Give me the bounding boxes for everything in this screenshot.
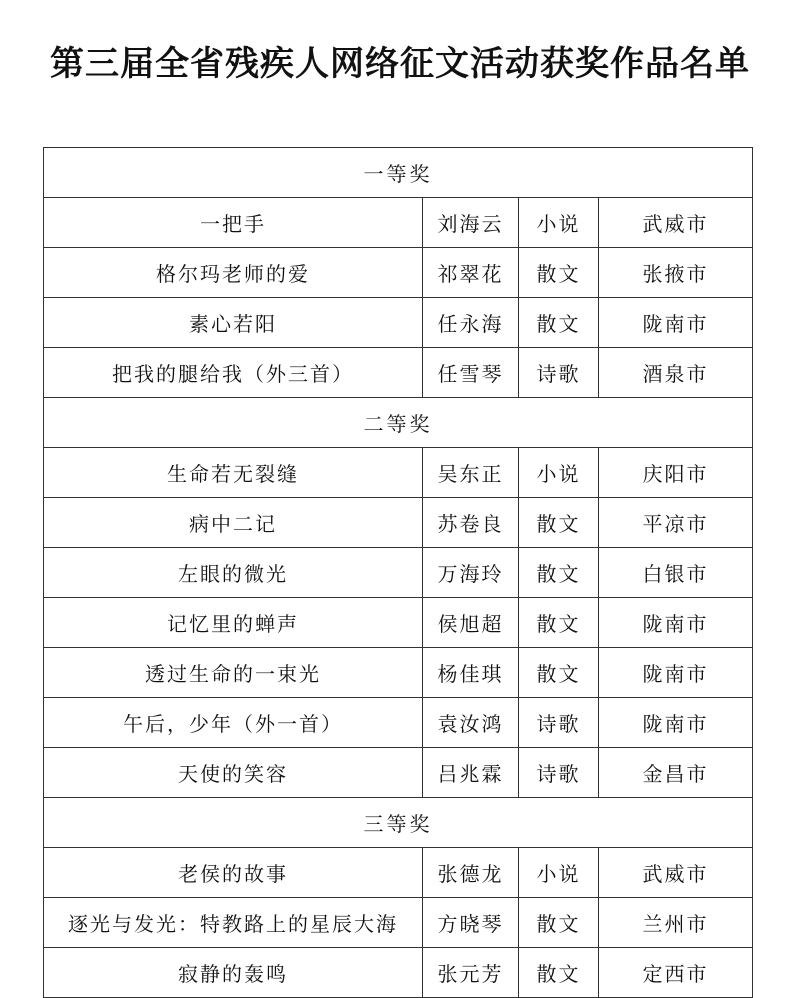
genre-cell: 诗歌 xyxy=(519,748,599,798)
section-header: 三等奖 xyxy=(44,798,753,848)
genre-cell: 散文 xyxy=(519,648,599,698)
genre-cell: 散文 xyxy=(519,948,599,998)
city-cell: 兰州市 xyxy=(599,898,753,948)
work-title-cell: 天使的笑容 xyxy=(44,748,423,798)
city-cell: 定西市 xyxy=(599,948,753,998)
city-cell: 陇南市 xyxy=(599,698,753,748)
city-cell: 酒泉市 xyxy=(599,348,753,398)
award-table-body xyxy=(44,148,753,998)
work-title-cell: 老侯的故事 xyxy=(44,848,423,898)
author-cell: 吴东正 xyxy=(423,448,519,498)
author-cell: 任永海 xyxy=(423,298,519,348)
genre-cell: 散文 xyxy=(519,548,599,598)
section-header-row xyxy=(44,148,753,198)
table-row xyxy=(44,848,753,898)
author-cell: 吕兆霖 xyxy=(423,748,519,798)
work-title-cell: 把我的腿给我（外三首） xyxy=(44,348,423,398)
genre-cell: 小说 xyxy=(519,198,599,248)
author-cell: 张元芳 xyxy=(423,948,519,998)
city-cell: 平凉市 xyxy=(599,498,753,548)
table-row xyxy=(44,548,753,598)
table-row xyxy=(44,698,753,748)
work-title-cell: 一把手 xyxy=(44,198,423,248)
genre-cell: 散文 xyxy=(519,598,599,648)
city-cell: 武威市 xyxy=(599,198,753,248)
author-cell: 袁汝鸿 xyxy=(423,698,519,748)
section-header-row xyxy=(44,398,753,448)
author-cell: 杨佳琪 xyxy=(423,648,519,698)
work-title-cell: 寂静的轰鸣 xyxy=(44,948,423,998)
genre-cell: 诗歌 xyxy=(519,698,599,748)
genre-cell: 散文 xyxy=(519,898,599,948)
table-row xyxy=(44,598,753,648)
work-title-cell: 记忆里的蝉声 xyxy=(44,598,423,648)
table-row xyxy=(44,248,753,298)
city-cell: 庆阳市 xyxy=(599,448,753,498)
author-cell: 刘海云 xyxy=(423,198,519,248)
genre-cell: 小说 xyxy=(519,448,599,498)
city-cell: 张掖市 xyxy=(599,248,753,298)
page-title: 第三届全省残疾人网络征文活动获奖作品名单 xyxy=(50,44,750,84)
author-cell: 张德龙 xyxy=(423,848,519,898)
author-cell: 任雪琴 xyxy=(423,348,519,398)
city-cell: 武威市 xyxy=(599,848,753,898)
city-cell: 陇南市 xyxy=(599,298,753,348)
table-row xyxy=(44,298,753,348)
table-row xyxy=(44,648,753,698)
work-title-cell: 生命若无裂缝 xyxy=(44,448,423,498)
genre-cell: 诗歌 xyxy=(519,348,599,398)
author-cell: 万海玲 xyxy=(423,548,519,598)
genre-cell: 散文 xyxy=(519,498,599,548)
award-table xyxy=(43,147,753,998)
genre-cell: 散文 xyxy=(519,248,599,298)
section-header: 二等奖 xyxy=(44,398,753,448)
work-title-cell: 格尔玛老师的爱 xyxy=(44,248,423,298)
author-cell: 侯旭超 xyxy=(423,598,519,648)
author-cell: 苏卷良 xyxy=(423,498,519,548)
section-header-row xyxy=(44,798,753,848)
table-row xyxy=(44,348,753,398)
author-cell: 祁翠花 xyxy=(423,248,519,298)
table-row xyxy=(44,948,753,998)
work-title-cell: 午后，少年（外一首） xyxy=(44,698,423,748)
genre-cell: 小说 xyxy=(519,848,599,898)
city-cell: 白银市 xyxy=(599,548,753,598)
work-title-cell: 透过生命的一束光 xyxy=(44,648,423,698)
genre-cell: 散文 xyxy=(519,298,599,348)
table-row xyxy=(44,198,753,248)
table-row xyxy=(44,448,753,498)
work-title-cell: 逐光与发光：特教路上的星辰大海 xyxy=(44,898,423,948)
table-row xyxy=(44,748,753,798)
work-title-cell: 左眼的微光 xyxy=(44,548,423,598)
city-cell: 金昌市 xyxy=(599,748,753,798)
city-cell: 陇南市 xyxy=(599,648,753,698)
table-row xyxy=(44,498,753,548)
section-header: 一等奖 xyxy=(44,148,753,198)
work-title-cell: 素心若阳 xyxy=(44,298,423,348)
author-cell: 方晓琴 xyxy=(423,898,519,948)
table-row xyxy=(44,898,753,948)
city-cell: 陇南市 xyxy=(599,598,753,648)
work-title-cell: 病中二记 xyxy=(44,498,423,548)
